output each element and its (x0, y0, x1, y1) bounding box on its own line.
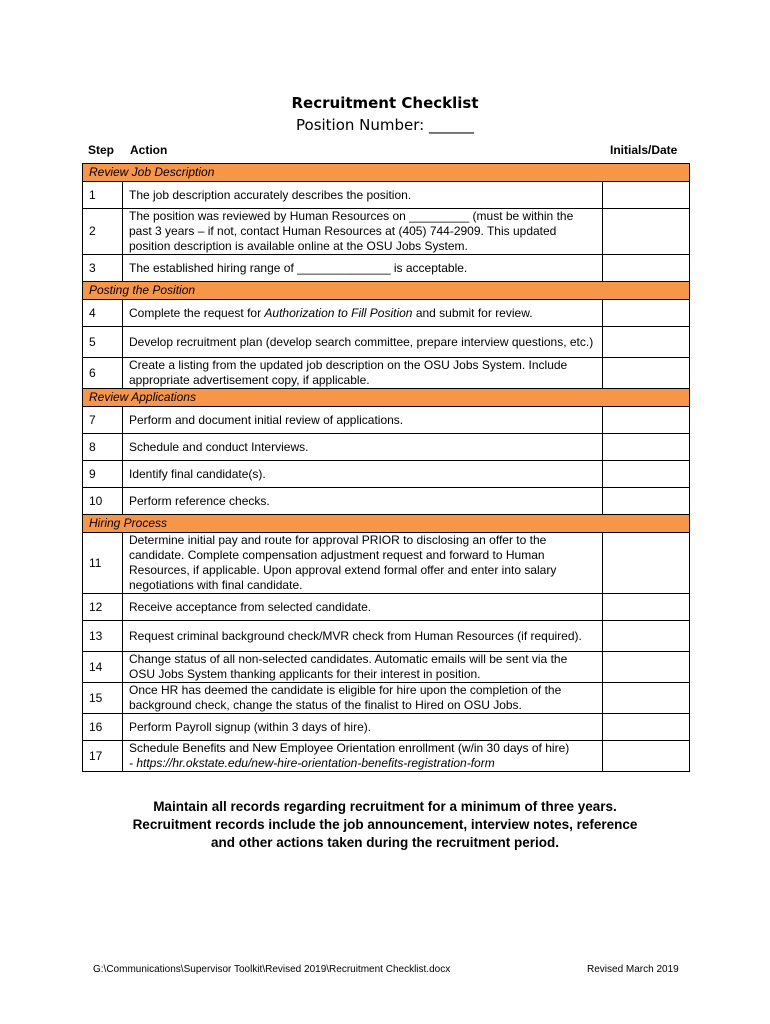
section-row (83, 164, 690, 182)
step-action: Develop recruitment plan (develop search committee, prepare interview questions, etc.) (123, 327, 603, 358)
table-row (83, 255, 690, 282)
table-row (83, 300, 690, 327)
table-row (83, 714, 690, 741)
table-row (83, 327, 690, 358)
initials-date-cell[interactable] (603, 533, 690, 594)
step-action: Receive acceptance from selected candidate. (123, 594, 603, 621)
initials-date-cell[interactable] (603, 741, 690, 772)
column-header-initials: Initials/Date (610, 143, 678, 157)
retention-note-line: Maintain all records regarding recruitment for a minimum of three years. (153, 799, 617, 814)
table-row (83, 461, 690, 488)
initials-date-cell[interactable] (603, 255, 690, 282)
initials-date-cell[interactable] (603, 594, 690, 621)
step-action-text: Schedule Benefits and New Employee Orientation enrollment (w/in 30 days of hire) (129, 741, 570, 755)
step-action: The job description accurately describes the position. (123, 182, 603, 209)
step-number: 5 (83, 327, 123, 358)
step-action: Perform Payroll signup (within 3 days of hire). (123, 714, 603, 741)
retention-note-line: Recruitment records include the job announcement, interview notes, reference (132, 817, 638, 832)
table-row (83, 358, 690, 389)
initials-date-cell[interactable] (603, 327, 690, 358)
step-action: Perform reference checks. (123, 488, 603, 515)
step-number: 11 (83, 533, 123, 594)
initials-date-cell[interactable] (603, 683, 690, 714)
page-title: Recruitment Checklist (291, 94, 479, 112)
step-number: 13 (83, 621, 123, 652)
initials-date-cell[interactable] (603, 461, 690, 488)
step-action: Schedule and conduct Interviews. (123, 434, 603, 461)
step-action: Determine initial pay and route for approval PRIOR to disclosing an offer to the candidate. Complete compensation adjustment request and forward to Human Resources, if applicable. Upon approval extend formal offer and enter into salary negotiations with final candidate. (123, 533, 603, 594)
step-action: Change status of all non-selected candidates. Automatic emails will be sent via the OSU Jobs System thanking applicants for their interest in position. (123, 652, 603, 683)
footer-file-path: G:\Communications\Supervisor Toolkit\Revised 2019\Recruitment Checklist.docx (93, 964, 451, 975)
initials-date-cell[interactable] (603, 714, 690, 741)
table-row (83, 209, 690, 255)
step-number: 10 (83, 488, 123, 515)
step-action-post: and submit for review. (412, 305, 533, 320)
table-row (83, 652, 690, 683)
step-action-emphasis: Authorization to Fill Position (264, 305, 413, 320)
step-number: 8 (83, 434, 123, 461)
step-action: Request criminal background check/MVR check from Human Resources (if required). (123, 621, 603, 652)
retention-note (0, 798, 770, 852)
registration-link[interactable]: - https://hr.okstate.edu/new-hire-orientation-benefits-registration-form (129, 756, 495, 770)
step-action (123, 741, 603, 772)
step-action: Once HR has deemed the candidate is eligible for hire upon the completion of the background check, change the status of the finalist to Hired on OSU Jobs. (123, 683, 603, 714)
initials-date-cell[interactable] (603, 182, 690, 209)
section-header: Review Applications (83, 389, 690, 407)
step-action (123, 300, 603, 327)
table-row (83, 533, 690, 594)
initials-date-cell[interactable] (603, 652, 690, 683)
footer-revised-date: Revised March 2019 (587, 964, 679, 975)
section-row (83, 389, 690, 407)
step-action: The established hiring range of ______________ is acceptable. (123, 255, 603, 282)
step-number: 4 (83, 300, 123, 327)
step-action: The position was reviewed by Human Resources on _________ (must be within the past 3 years – if not, contact Human Resources at (405) 744-2909. This updated position description is available online at the OSU Jobs System. (123, 209, 603, 255)
initials-date-cell[interactable] (603, 358, 690, 389)
initials-date-cell[interactable] (603, 621, 690, 652)
step-number: 15 (83, 683, 123, 714)
table-row (83, 488, 690, 515)
section-header: Hiring Process (83, 515, 690, 533)
step-action: Create a listing from the updated job description on the OSU Jobs System. Include appropriate advertisement copy, if applicable. (123, 358, 603, 389)
step-number: 16 (83, 714, 123, 741)
initials-date-cell[interactable] (603, 488, 690, 515)
section-row (83, 515, 690, 533)
step-number: 17 (83, 741, 123, 772)
step-action-pre: Complete the request for (129, 305, 265, 320)
checklist-table (82, 163, 690, 772)
step-number: 9 (83, 461, 123, 488)
column-header-step: Step (88, 143, 115, 157)
initials-date-cell[interactable] (603, 300, 690, 327)
column-header-action: Action (130, 143, 168, 157)
step-number: 6 (83, 358, 123, 389)
table-row (83, 434, 690, 461)
table-row (83, 407, 690, 434)
table-row (83, 683, 690, 714)
section-header: Posting the Position (83, 282, 690, 300)
table-row (83, 182, 690, 209)
step-action: Identify final candidate(s). (123, 461, 603, 488)
table-row (83, 621, 690, 652)
step-number: 2 (83, 209, 123, 255)
initials-date-cell[interactable] (603, 434, 690, 461)
initials-date-cell[interactable] (603, 407, 690, 434)
table-row (83, 594, 690, 621)
step-number: 1 (83, 182, 123, 209)
section-header: Review Job Description (83, 164, 690, 182)
step-number: 14 (83, 652, 123, 683)
step-number: 7 (83, 407, 123, 434)
position-number-label: Position Number: ______ (296, 116, 474, 134)
initials-date-cell[interactable] (603, 209, 690, 255)
step-action: Perform and document initial review of applications. (123, 407, 603, 434)
step-number: 12 (83, 594, 123, 621)
step-number: 3 (83, 255, 123, 282)
table-row (83, 741, 690, 772)
retention-note-line: and other actions taken during the recruitment period. (210, 835, 560, 850)
section-row (83, 282, 690, 300)
